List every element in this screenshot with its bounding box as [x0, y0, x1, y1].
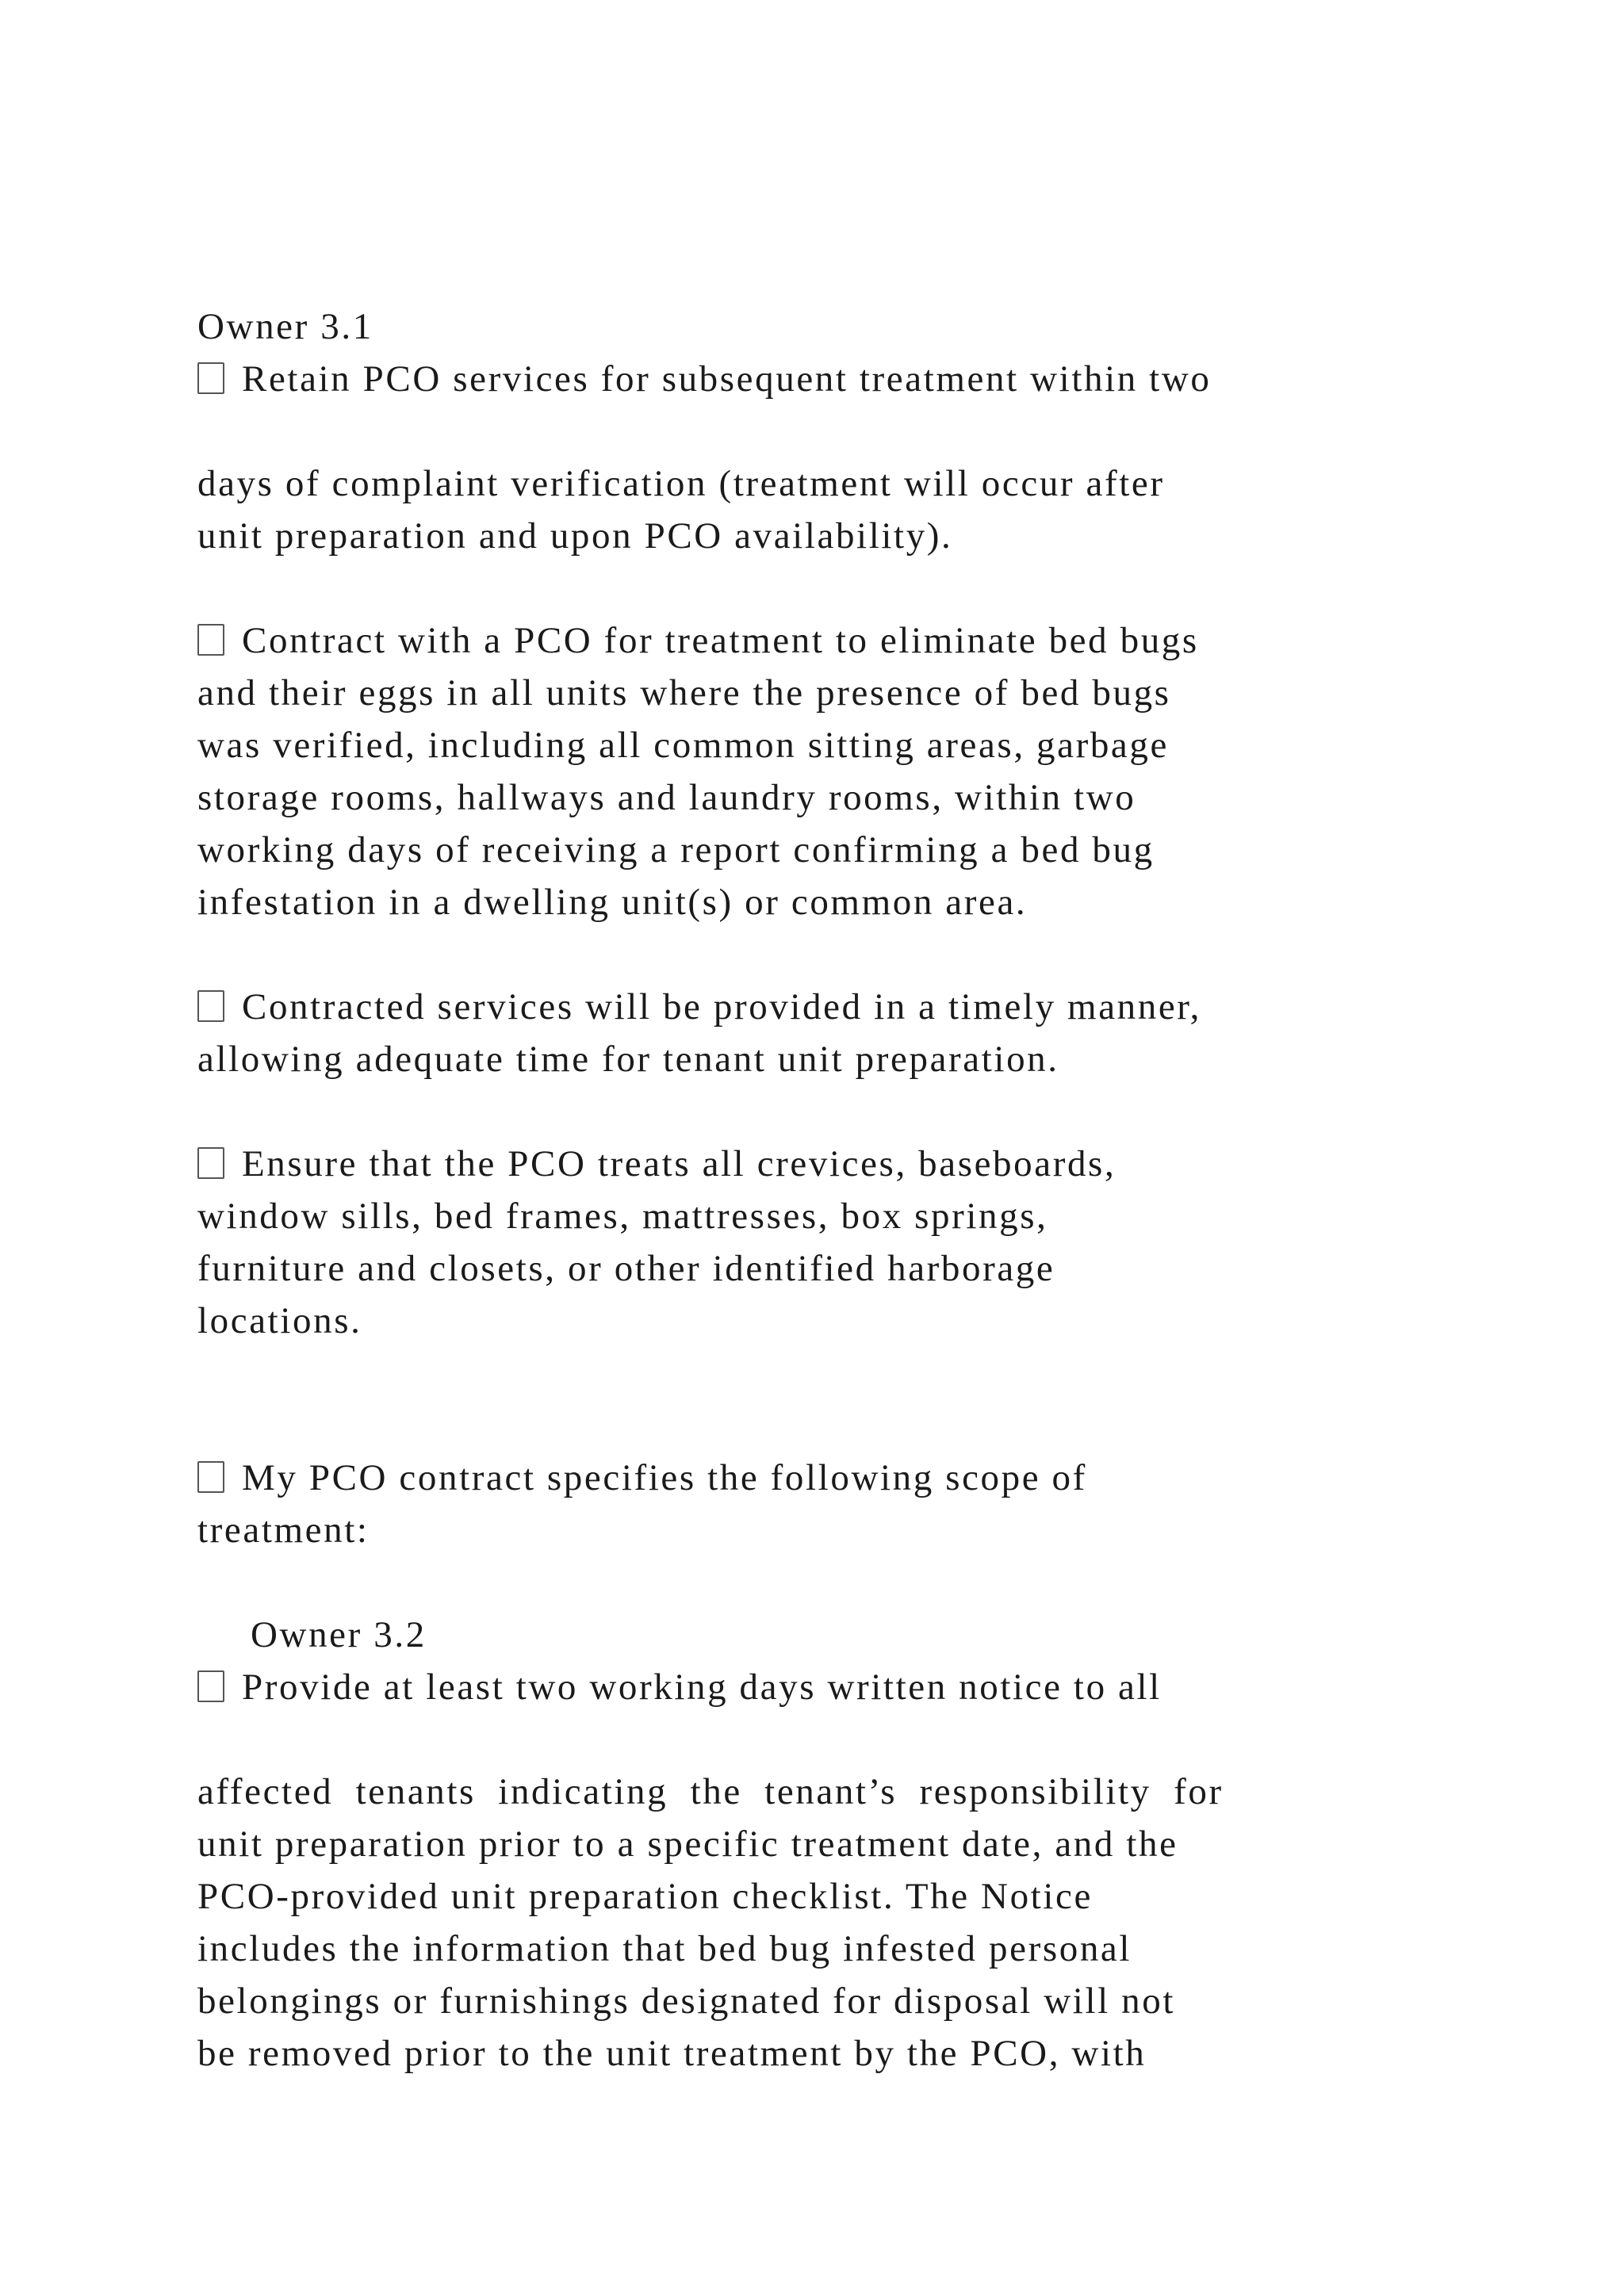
- checklist-item-pco-contract-scope: [197, 1452, 1087, 1504]
- item-text-line: be removed prior to the unit treatment by the PCO, with: [197, 2033, 1147, 2074]
- item-text-line: belongings or furnishings designated for disposal will not: [197, 1980, 1175, 2022]
- item-text-line: days of complaint verification (treatment will occur after: [197, 463, 1165, 504]
- item-text: Retain PCO services for subsequent treatment within two: [242, 358, 1212, 400]
- checkbox-icon: [197, 990, 224, 1022]
- item-text: My PCO contract specifies the following scope of: [242, 1457, 1087, 1498]
- item-text: Contract with a PCO for treatment to eliminate bed bugs: [242, 620, 1199, 661]
- checklist-item-ensure-pco-treats: [197, 1138, 1116, 1190]
- item-text-line: unit preparation prior to a specific treatment date, and the: [197, 1823, 1178, 1865]
- checklist-item-retain-pco: [197, 353, 1212, 405]
- item-text-line: affected tenants indicating the tenant’s responsibility for: [197, 1771, 1224, 1812]
- item-text-line: was verified, including all common sitting areas, garbage: [197, 725, 1169, 766]
- item-text: Ensure that the PCO treats all crevices, baseboards,: [242, 1143, 1116, 1184]
- item-text-line: infestation in a dwelling unit(s) or common area.: [197, 882, 1028, 923]
- item-text-line: allowing adequate time for tenant unit preparation.: [197, 1039, 1059, 1080]
- checkbox-icon: [197, 624, 224, 656]
- checkbox-icon: [197, 1461, 224, 1493]
- section-heading-owner-3-1: Owner 3.1: [197, 306, 373, 347]
- item-text-line: unit preparation and upon PCO availability).: [197, 515, 953, 557]
- checklist-item-written-notice: [197, 1661, 1162, 1713]
- item-text-line: and their eggs in all units where the presence of bed bugs: [197, 672, 1171, 714]
- item-text-line: locations.: [197, 1300, 362, 1341]
- item-text: Contracted services will be provided in a timely manner,: [242, 986, 1202, 1027]
- checklist-item-contracted-services: [197, 981, 1201, 1033]
- checkbox-icon: [197, 362, 224, 394]
- checklist-item-contract-pco: [197, 614, 1199, 667]
- item-text: Provide at least two working days written notice to all: [242, 1667, 1162, 1708]
- item-text-line: PCO-provided unit preparation checklist. The Notice: [197, 1876, 1093, 1917]
- checkbox-icon: [197, 1670, 224, 1702]
- checkbox-icon: [197, 1147, 224, 1179]
- item-text-line: working days of receiving a report confirming a bed bug: [197, 829, 1155, 871]
- item-text-line: storage rooms, hallways and laundry rooms, within two: [197, 777, 1136, 818]
- item-text-line: window sills, bed frames, mattresses, box springs,: [197, 1196, 1048, 1237]
- section-heading-owner-3-2: Owner 3.2: [251, 1614, 427, 1655]
- item-text-line: treatment:: [197, 1510, 370, 1551]
- item-text-line: includes the information that bed bug infested personal: [197, 1928, 1132, 1969]
- item-text-line: furniture and closets, or other identified harborage: [197, 1248, 1055, 1289]
